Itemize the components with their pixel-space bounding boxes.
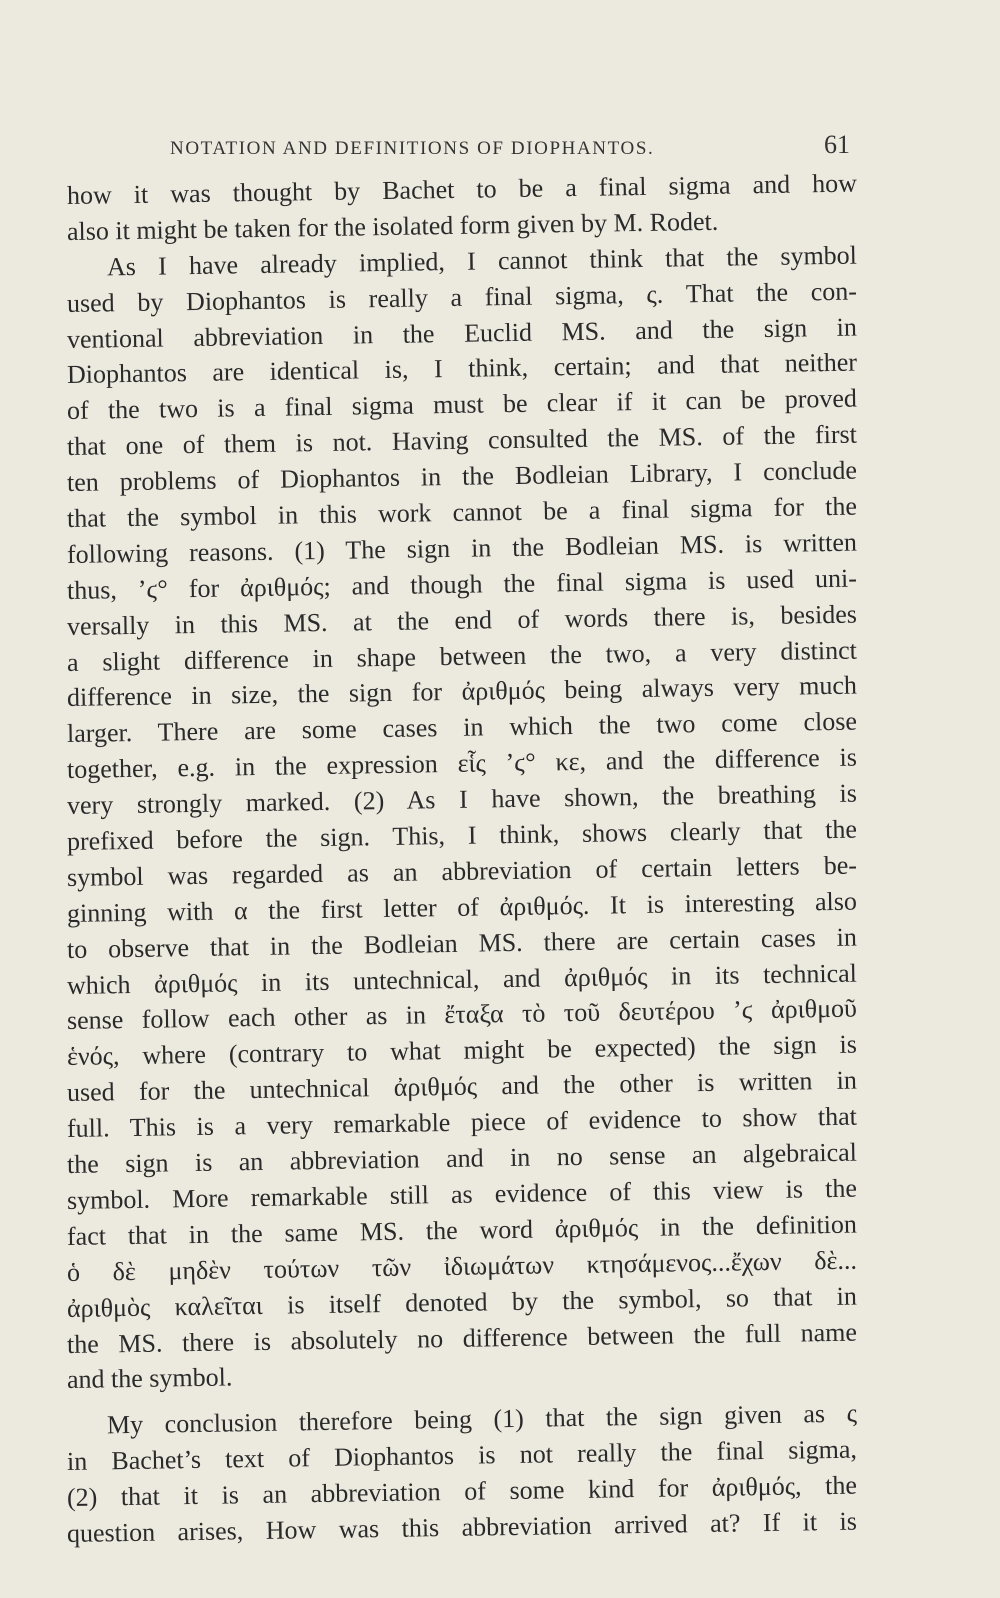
running-head: NOTATION AND DEFINITIONS OF DIOPHANTOS. [170, 138, 655, 159]
text-line: a slight difference in shape between the two, a very distinct [66, 635, 858, 677]
text-line: very strongly marked. (2) As I have shown, the breathing is [66, 778, 858, 821]
text-line: also it might be taken for the isolated form given by M. Rodet. [66, 206, 719, 246]
text-line: ἀριθμὸς καλεῖται is itself denoted by the symbol, so that in [66, 1281, 858, 1323]
text-line: fact that in the same MS. the word ἀριθμός in the definition [66, 1209, 858, 1251]
text-line: used for the untechnical ἀριθμός and the other is written in [66, 1065, 858, 1108]
text-line: in Bachet’s text of Diophantos is not really the final sigma, [66, 1434, 858, 1477]
text-line: the sign is an abbreviation and in no sense an algebraical [66, 1137, 858, 1180]
text-line: full. This is a very remarkable piece of evidence to show that [66, 1101, 858, 1144]
text-line: of the two is a final sigma must be clear if it can be proved [66, 383, 858, 426]
text-line: ὁ δὲ μηδὲν τούτων τῶν ἰδιωμάτων κτησάμενος...ἔχων δὲ... [66, 1245, 858, 1287]
text-line: ten problems of Diophantos in the Bodleian Library, I conclude [66, 455, 858, 498]
text-line: and the symbol. [66, 1362, 233, 1395]
text-line: ἑνός, where (contrary to what might be expected) the sign is [66, 1029, 858, 1072]
text-line: that one of them is not. Having consulted the MS. of the first [66, 419, 858, 462]
text-line: prefixed before the sign. This, I think, shows clearly that the [66, 814, 858, 857]
text-line: (2) that it is an abbreviation of some kind for ἀριθμός, the [66, 1470, 858, 1513]
text-line: symbol was regarded as an abbreviation of certain letters be- [66, 850, 858, 892]
page-number: 61 [824, 130, 850, 159]
text-line: which ἀριθμός in its untechnical, and ἀριθμός in its technical [66, 958, 858, 1000]
text-line: ventional abbreviation in the Euclid MS. and the sign in [66, 312, 858, 354]
text-line: difference in size, the sign for ἀριθμός being always very much [66, 671, 858, 713]
text-line: versally in this MS. at the end of words there is, besides [66, 599, 858, 641]
text-line: how it was thought by Bachet to be a final sigma and how [66, 168, 858, 210]
text-line: following reasons. (1) The sign in the Bodleian MS. is written [66, 527, 858, 569]
text-line: My conclusion therefore being (1) that the sign given as ς [106, 1398, 858, 1440]
text-line: to observe that in the Bodleian MS. there are certain cases in [66, 922, 858, 964]
text-line: As I have already implied, I cannot think that the symbol [106, 240, 858, 282]
body-text [66, 168, 858, 1552]
text-line: together, e.g. in the expression εἷς ’ϛ° κε, and the difference is [66, 742, 858, 785]
text-line: Diophantos are identical is, I think, certain; and that neither [66, 348, 858, 390]
text-line: thus, ’ϛ° for ἀριθμός; and though the final sigma is used uni- [66, 563, 858, 605]
text-line: symbol. More remarkable still as evidence of this view is the [66, 1173, 858, 1215]
text-line: larger. There are some cases in which the two come close [66, 706, 858, 749]
text-line: used by Diophantos is really a final sigma, ς. That the con- [66, 276, 858, 318]
text-line: question arises, How was this abbreviation arrived at? If it is [66, 1506, 858, 1548]
text-line: the MS. there is absolutely no difference between the full name [66, 1317, 858, 1359]
text-line: that the symbol in this work cannot be a final sigma for the [66, 491, 858, 534]
text-line: ginning with α the first letter of ἀριθμός. It is interesting also [66, 886, 858, 928]
text-line: sense follow each other as in ἔταξα τὸ τοῦ δευτέρου ’ϛ ἀριθμοῦ [66, 994, 858, 1036]
